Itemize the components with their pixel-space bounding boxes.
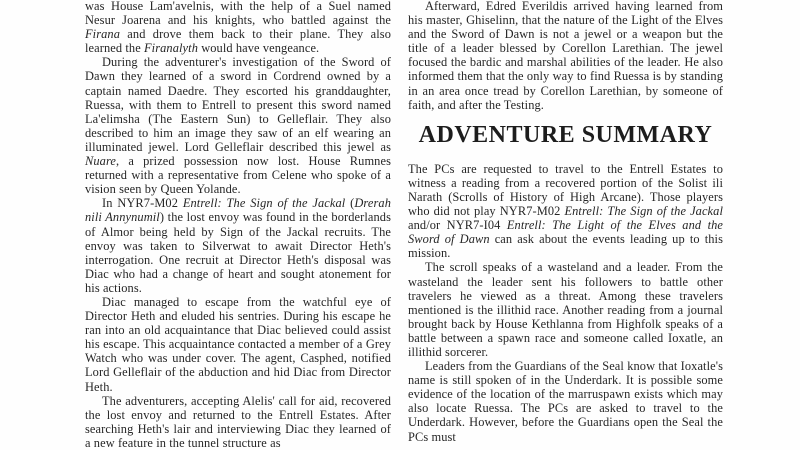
paragraph bbox=[408, 162, 723, 261]
body-text: can ask about the events leading up to this mission. bbox=[408, 232, 723, 261]
body-text: The PCs are requested to travel to the Entrell Estates to witness a reading from a recovered portion of the Solist ili Narath (Scrolls of History of High Arcane). Those players who did not play NYR7-M02 bbox=[408, 161, 723, 219]
body-text: The scroll speaks of a wasteland and a leader. From the wasteland the leader sent his followers to battle other travelers he viewed as a threat. Among these travelers mentioned is the illithid race. Another reading from a journal brought back by House Kethlanna from Highfolk speaks of a battle between a spawn race and someone called Ioxatle, an illithid sorcerer. bbox=[408, 260, 723, 359]
body-text: ( bbox=[345, 196, 355, 211]
body-text: The adventurers, accepting Alelis' call for aid, recovered the lost envoy and returned to the Entrell Estates. After searching Heth's lair and interviewing Diac they learned of a new feature in the tunnel structure as bbox=[85, 393, 391, 450]
adventure-summary-heading: ADVENTURE SUMMARY bbox=[418, 121, 713, 148]
paragraph bbox=[85, 0, 391, 55]
italic-text: Firanalyth bbox=[144, 41, 198, 56]
body-text: Leaders from the Guardians of the Seal know that Ioxatle's name is still spoken of in the Underdark. It is possible some evidence of the location of the marruspawn exists which may also locate Ruessa. The PCs are asked to travel to the Underdark. However, before the Guardians open the Seal the PCs must bbox=[408, 359, 723, 444]
italic-text: Nuare bbox=[85, 154, 117, 169]
italic-text: Entrell: The Sign of the Jackal bbox=[564, 204, 723, 219]
body-text: ) the lost envoy was found in the borderlands of Almor being held by Sign of the Jackal recruits. The envoy was taken to Silverwat to await Director Heth's interrogation. One recruit at Director Heth's disposal was Diac who had a change of heart and sought atonement for his actions. bbox=[85, 210, 391, 295]
paragraph bbox=[408, 0, 723, 112]
right-column-bottom-section bbox=[408, 162, 723, 444]
body-text: Diac managed to escape from the watchful eye of Director Heth and eluded his sentries. During his escape he ran into an old acquaintance that Diac believed could assist his escape. This acquaintance contacted a member of a Grey Watch who was under cover. The agent, Casphed, notified Lord Gelleflair of the abduction and hid Diac from Director Heth. bbox=[85, 294, 391, 394]
paragraph bbox=[408, 260, 723, 359]
paragraph bbox=[85, 394, 391, 450]
italic-text: Firana bbox=[85, 27, 121, 42]
body-text: Afterward, Edred Everildis arrived having learned from his master, Ghiselinn, that the nature of the Light of the Elves and the Sword of Dawn is not a jewel or a weapon but the title of a leader blessed by Corellon Larethian. The jewel focused the bardic and marshal abilities of the leader. He also informed them that the only way to find Ruessa is by standing in an area once tread by Corellon Larethian, by someone of faith, and after the Testing. bbox=[408, 0, 723, 112]
right-column-top-section bbox=[408, 0, 723, 112]
left-column bbox=[85, 0, 391, 450]
body-text: In NYR7-M02 bbox=[102, 196, 183, 211]
paragraph bbox=[408, 359, 723, 444]
paragraph bbox=[85, 295, 391, 394]
body-text: and/or NYR7-I04 bbox=[408, 218, 507, 233]
body-text: would have vengeance. bbox=[198, 41, 320, 56]
paragraph bbox=[85, 55, 391, 196]
body-text: was House Lam'avelnis, with the help of a Suel named Nesur Joarena and his knights, who battled against the bbox=[85, 0, 391, 28]
right-column bbox=[408, 0, 723, 444]
body-text: During the adventurer's investigation of the Sword of Dawn they learned of a sword in Cordrend owned by a captain named Daedre. They escorted his granddaughter, Ruessa, with them to Entrell to present this sword named La'elimsha (The Eastern Sun) to Gelleflair. They also described to him an image they saw of an elf wearing an illuminated jewel. Lord Gelleflair described this jewel as bbox=[85, 55, 391, 154]
italic-text: Drerah nili Annynumil bbox=[85, 196, 391, 225]
body-text: , a prized possession now lost. House Rumnes returned with a representative from Celene who spoke of a vision seen by Queen Yolande. bbox=[85, 154, 391, 197]
italic-text: Entrell: The Sign of the Jackal bbox=[182, 196, 346, 211]
italic-text: Entrell: The Light of the Elves and the Sword of Dawn bbox=[408, 218, 724, 247]
body-text: and drove them back to their plane. They also learned the bbox=[85, 27, 391, 56]
paragraph bbox=[85, 196, 391, 295]
